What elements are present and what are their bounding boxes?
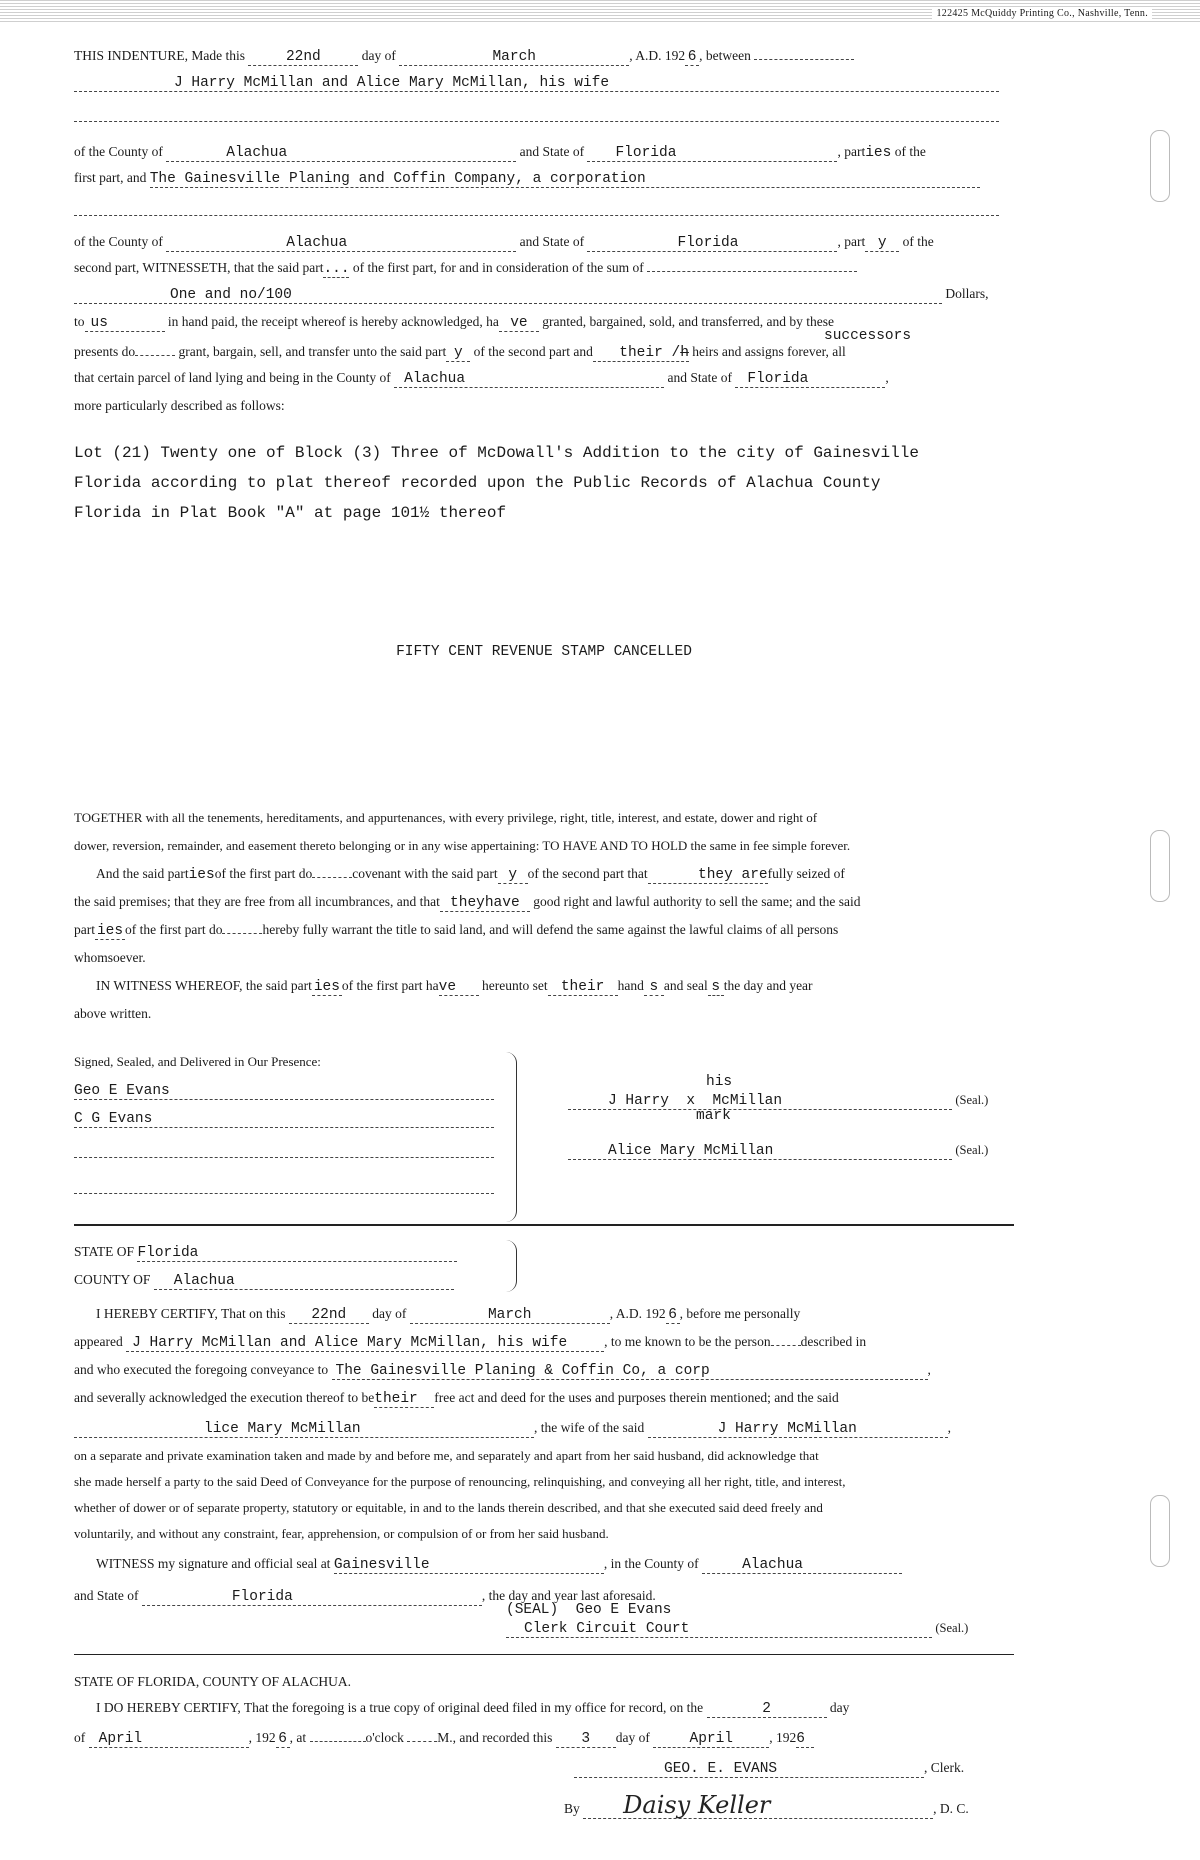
- they-have-field: theyhave: [440, 895, 530, 912]
- described-line: more particularly described as follows:: [74, 398, 285, 413]
- label: and State of: [74, 1588, 139, 1603]
- legal-description-line-2: Florida according to plat thereof recorded upon the Public Records of Alachua County: [74, 474, 881, 492]
- punch-hole-icon: [1150, 830, 1170, 902]
- their-text: their: [619, 345, 663, 361]
- label: of the first part, for and in consideration of the sum of: [352, 260, 644, 275]
- recording-month-field: April: [89, 1731, 249, 1748]
- covenant-line-1: [74, 866, 1014, 884]
- label: of the: [902, 234, 934, 249]
- part-suffix: ies: [313, 979, 340, 995]
- label: Dollars,: [945, 286, 989, 301]
- label: the day and year: [723, 978, 813, 993]
- label: , Clerk.: [924, 1760, 965, 1775]
- their-field: their: [374, 1391, 434, 1408]
- grantor-last-name: McMillan: [712, 1093, 783, 1109]
- label: appeared: [74, 1334, 123, 1349]
- label: covenant with the said part: [352, 866, 498, 881]
- ack-separate-4: voluntarily, and without any constraint, fear, apprehension, or compulsion of or from her said husband.: [74, 1526, 609, 1541]
- label: good right and lawful authority to sell the same; and the said: [533, 894, 861, 909]
- above-written-line: above written.: [74, 1006, 152, 1021]
- label: of the first part do: [125, 922, 223, 937]
- label: described in: [800, 1334, 867, 1349]
- first-state-field: Florida: [587, 145, 837, 162]
- clerk-line: [574, 1760, 1014, 1778]
- label: and severally acknowledged the execution thereof to be: [74, 1390, 375, 1405]
- part-suffix: ...: [323, 261, 350, 277]
- grantor-line-1: [568, 1092, 1008, 1110]
- their-field: their: [548, 979, 618, 996]
- time-field: [310, 1741, 366, 1742]
- label: , the day and year last aforesaid.: [481, 1588, 656, 1603]
- sum-line: [74, 286, 1014, 304]
- witness-signature: Geo E Evans: [74, 1083, 494, 1100]
- recording-day-field: 2: [707, 1701, 827, 1718]
- label: , at: [289, 1730, 307, 1745]
- officer-name: Geo E Evans: [575, 1602, 672, 1618]
- label: STATE OF: [74, 1244, 135, 1259]
- label: of the second part that: [527, 866, 648, 881]
- seal-text: [506, 1602, 671, 1618]
- presence-label: Signed, Sealed, and Delivered in Our Presence:: [74, 1054, 321, 1069]
- witness-line-1: [74, 1082, 494, 1100]
- label: M., and recorded this: [437, 1730, 553, 1745]
- ack-state-2-field: Florida: [142, 1589, 482, 1606]
- recorded-month-field: April: [653, 1731, 769, 1748]
- label: day: [829, 1700, 850, 1715]
- label: heirs and assigns forever, all: [692, 344, 846, 359]
- ack-wife-field: lice Mary McMillan: [74, 1421, 534, 1438]
- first-party-field: J Harry McMillan and Alice Mary McMillan, his wife: [74, 75, 999, 92]
- deputy-line: [564, 1792, 1014, 1819]
- part-suffix: y: [865, 235, 899, 252]
- label: WITNESS my signature and official seal at: [96, 1556, 331, 1571]
- ack-month-field: March: [410, 1307, 610, 1324]
- ack-officer-line: [506, 1620, 1014, 1638]
- first-party-line: [74, 74, 1014, 92]
- label: presents do: [74, 344, 136, 359]
- clerk-name-field: GEO. E. EVANS: [574, 1761, 924, 1778]
- label: of the County of: [74, 144, 163, 159]
- witnesseth-line: [74, 260, 1014, 278]
- label: of the second part and: [473, 344, 593, 359]
- label: day of: [361, 48, 396, 63]
- have-suffix: ve: [439, 979, 479, 996]
- label: hereunto set: [482, 978, 548, 993]
- bracket: [506, 1240, 517, 1292]
- seal-label: (Seal.): [935, 1621, 969, 1635]
- label: second part, WITNESSETH, that the said part: [74, 260, 324, 275]
- first-county-field: Alachua: [166, 145, 516, 162]
- second-party-line: [74, 170, 1014, 188]
- label: , D. C.: [933, 1801, 969, 1816]
- seal-label: (Seal.): [955, 1093, 989, 1107]
- label: and State of: [519, 144, 585, 159]
- label: , 192: [769, 1730, 797, 1745]
- label: , A.D. 192: [609, 1306, 666, 1321]
- section-divider: [74, 1224, 1014, 1226]
- label: , to me known to be the person: [604, 1334, 771, 1349]
- mark-x: x: [686, 1093, 696, 1109]
- ack-executed-line: and who executed the foregoing conveyance to The Gainesville Planing & Coffin Co, a corp ,: [74, 1362, 931, 1379]
- blank-line: [754, 59, 854, 60]
- part-suffix: ies: [188, 867, 215, 883]
- presents-line: [74, 328, 1014, 362]
- blank-line: [771, 1345, 801, 1346]
- recording-date-line: [74, 1730, 1014, 1748]
- label: the said premises; that they are free from all incumbrances, and that: [74, 894, 440, 909]
- ack-separate-3: whether of dower or of separate property, statutory or equitable, in and to the lands therein described, and that she executed said deed freely and: [74, 1500, 823, 1515]
- label: IN WITNESS WHEREOF, the said part: [96, 978, 312, 993]
- they-are-field: they are: [648, 867, 768, 884]
- covenant-line-3: [74, 922, 1014, 940]
- witness-signature: [74, 1193, 494, 1194]
- recording-heading: STATE OF FLORIDA, COUNTY OF ALACHUA.: [74, 1674, 352, 1689]
- grantor-pronoun-field: us: [85, 315, 165, 332]
- label: COUNTY OF: [74, 1272, 151, 1287]
- label: that certain parcel of land lying and being in the County of: [74, 370, 391, 385]
- label: in hand paid, the receipt whereof is hereby acknowledged, ha: [167, 314, 499, 329]
- month-field: March: [399, 49, 629, 66]
- day-field: 22nd: [248, 49, 358, 66]
- label: and seal: [663, 978, 708, 993]
- label: I HEREBY CERTIFY, That on this: [96, 1306, 286, 1321]
- label: of the first part do: [214, 866, 313, 881]
- covenant-line-2: [74, 894, 1014, 912]
- ack-grantee-field: The Gainesville Planing & Coffin Co, a corp: [332, 1363, 928, 1380]
- witness-line-3: [74, 1146, 494, 1162]
- label: , in the County of: [603, 1556, 699, 1571]
- have-suffix: ve: [499, 315, 539, 332]
- successors-insert: successors: [824, 328, 912, 344]
- ack-county-2-field: Alachua: [702, 1557, 902, 1574]
- ack-state-line: [74, 1244, 504, 1262]
- part-suffix: y: [498, 867, 528, 884]
- witness-signature: [74, 1157, 494, 1158]
- recording-certify-line: [74, 1700, 1014, 1718]
- label: o'clock: [365, 1730, 404, 1745]
- blank-line: [135, 355, 175, 356]
- section-divider: [74, 1654, 1014, 1655]
- label: part: [74, 922, 95, 937]
- parcel-line: that certain parcel of land lying and being in the County of Alachua and State of Florida ,: [74, 370, 889, 387]
- am-pm-field: [407, 1741, 437, 1742]
- label: , before me personally: [679, 1306, 801, 1321]
- blank-line: [222, 933, 262, 934]
- blank-line: [74, 110, 1014, 126]
- in-witness-line: [74, 978, 1014, 996]
- blank-line: [647, 271, 857, 272]
- first-county-line: [74, 144, 1014, 162]
- together-line-1: TOGETHER with all the tenements, hereditaments, and appurtenances, with every privilege, right, title, interest, and estate, dower and right of: [74, 810, 818, 825]
- mark-text: mark: [696, 1108, 731, 1124]
- ack-severally-line: [74, 1390, 1014, 1408]
- grantor-line-2: [568, 1142, 1008, 1160]
- witness-line-2: [74, 1110, 494, 1128]
- grantor-first-name: J Harry: [608, 1093, 669, 1109]
- ack-year-field: 6: [666, 1307, 680, 1324]
- ack-appeared-line: [74, 1334, 1014, 1352]
- label: , A.D. 192: [629, 48, 686, 63]
- parcel-county-field: Alachua: [394, 371, 664, 388]
- officer-title-field: Clerk Circuit Court: [506, 1621, 932, 1638]
- recorded-year-field: 6: [796, 1731, 814, 1748]
- label: grant, bargain, sell, and transfer unto the said part: [178, 344, 447, 359]
- ack-day-field: 22nd: [289, 1307, 369, 1324]
- plural-suffix: s: [644, 979, 664, 996]
- seal-label: (Seal.): [955, 1143, 989, 1157]
- legal-description-line-1: Lot (21) Twenty one of Block (3) Three of McDowall's Addition to the city of Gainesville: [74, 444, 919, 462]
- second-county-line: [74, 234, 1014, 252]
- sum-field: One and no/100: [74, 287, 942, 304]
- struck-heirs: h: [680, 345, 689, 361]
- grantor-signature-2: Alice Mary McMillan: [568, 1143, 952, 1160]
- ack-separate-1: on a separate and private examination taken and made by and before me, and separately and apart from her said husband, did acknowledge that: [74, 1448, 819, 1463]
- label: of the: [894, 144, 926, 159]
- label: fully seized of: [767, 866, 845, 881]
- ack-place-field: Gainesville: [334, 1557, 604, 1574]
- label: I DO HEREBY CERTIFY, That the foregoing is a true copy of original deed filed in my office for record, on the: [96, 1700, 704, 1715]
- label: and State of: [519, 234, 585, 249]
- second-county-field: Alachua: [166, 235, 516, 252]
- witness-line-4: [74, 1182, 494, 1198]
- stamp-note: FIFTY CENT REVENUE STAMP CANCELLED: [396, 644, 692, 660]
- their-field: their /h: [593, 345, 689, 362]
- label: day of: [372, 1306, 407, 1321]
- witness-signature: C G Evans: [74, 1111, 494, 1128]
- bracket: [506, 1052, 517, 1222]
- label: granted, bargained, sold, and transferred, and by these: [542, 314, 835, 329]
- blank-line: [74, 204, 1014, 220]
- label: to: [74, 314, 85, 329]
- label: , part: [837, 234, 866, 249]
- label: THIS INDENTURE, Made this: [74, 48, 245, 63]
- label: And the said part: [96, 866, 189, 881]
- part-suffix: y: [446, 345, 470, 362]
- grantor-signature-1: [568, 1093, 952, 1110]
- recording-year-field: 6: [276, 1731, 290, 1748]
- deputy-signature: Daisy Keller: [583, 1792, 933, 1819]
- ack-county-line: [74, 1272, 504, 1290]
- seal-mark: (SEAL): [506, 1602, 559, 1618]
- label: of: [74, 1730, 86, 1745]
- ack-certify-line: [74, 1306, 1014, 1324]
- label: hand: [617, 978, 644, 993]
- label: of the County of: [74, 234, 163, 249]
- blank-line: [74, 121, 999, 122]
- ack-wife-line: lice Mary McMillan , the wife of the said J Harry McMillan ,: [74, 1420, 1014, 1438]
- plural-suffix: s: [708, 979, 724, 996]
- second-party-field: The Gainesville Planing and Coffin Company, a corporation: [150, 171, 980, 188]
- whomsoever-line: whomsoever.: [74, 950, 146, 965]
- together-line-2: dower, reversion, remainder, and easement thereto belonging or in any wise appertaining: TO HAVE AND TO HOLD the same in fee simple forever.: [74, 838, 851, 853]
- punch-hole-icon: [1150, 1495, 1170, 1567]
- ack-county-field: Alachua: [154, 1273, 454, 1290]
- indenture-line: [74, 48, 1014, 66]
- part-suffix: ies: [865, 145, 892, 161]
- label: free act and deed for the uses and purposes therein mentioned; and the said: [434, 1390, 839, 1405]
- his-text: his: [706, 1074, 733, 1090]
- ack-separate-2: she made herself a party to the said Deed of Conveyance for the purpose of renouncing, relinquishing, and conveying all her right, title, and interest,: [74, 1474, 846, 1489]
- label: of the first part ha: [341, 978, 439, 993]
- year-field: 6: [685, 49, 699, 66]
- label: and State of: [667, 370, 733, 385]
- part-suffix: ies: [96, 923, 124, 939]
- punch-hole-icon: [1150, 130, 1170, 202]
- label: and who executed the foregoing conveyance to: [74, 1362, 329, 1377]
- label: , 192: [248, 1730, 276, 1745]
- label: first part, and: [74, 170, 147, 185]
- ack-witness-line: [74, 1556, 1014, 1574]
- legal-description-line-3: Florida in Plat Book "A" at page 101½ thereof: [74, 504, 507, 522]
- parcel-state-field: Florida: [735, 371, 885, 388]
- label: , the wife of the said: [534, 1420, 645, 1435]
- ack-husband-field: J Harry McMillan: [648, 1421, 948, 1438]
- label: , between: [699, 48, 751, 63]
- label: , part: [837, 144, 866, 159]
- ack-persons-field: J Harry McMillan and Alice Mary McMillan, his wife: [126, 1335, 604, 1352]
- ack-state-field: Florida: [137, 1245, 457, 1262]
- recorded-day-field: 3: [556, 1731, 616, 1748]
- label: hereby fully warrant the title to said land, and will defend the same against the lawful claims of all persons: [262, 922, 839, 937]
- blank-line: [74, 215, 999, 216]
- second-state-field: Florida: [587, 235, 837, 252]
- label: day of: [615, 1730, 650, 1745]
- printer-mark: 122425 McQuiddy Printing Co., Nashville, Tenn.: [932, 8, 1152, 19]
- label: By: [564, 1801, 580, 1816]
- blank-line: [312, 877, 352, 878]
